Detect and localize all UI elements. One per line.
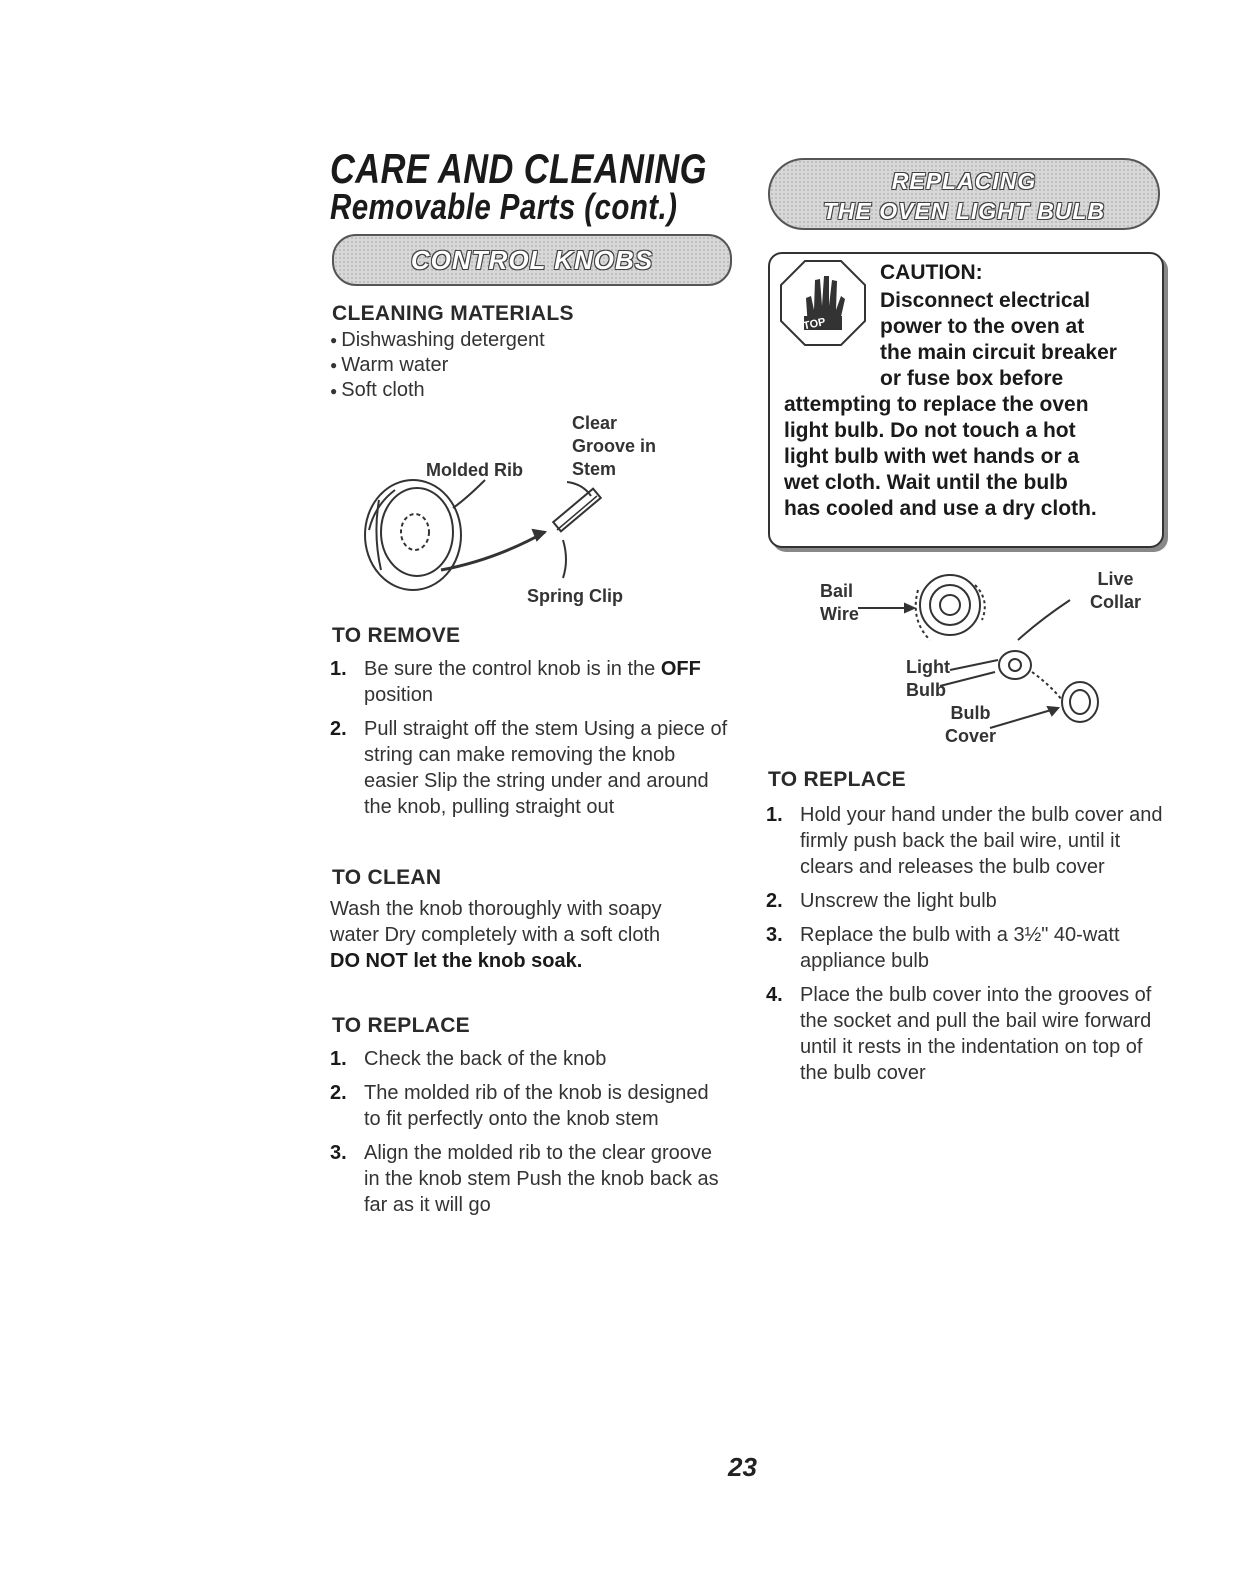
light-bulb-label: Light Bulb [906, 657, 950, 700]
to-clean-heading: TO CLEAN [332, 866, 442, 889]
list-item: 1. Check the back of the knob [330, 1048, 607, 1070]
replace-knob-steps [330, 1046, 730, 1226]
to-replace-bulb-heading: TO REPLACE [768, 768, 906, 791]
to-remove-heading: TO REMOVE [332, 624, 461, 647]
list-item: ● Dishwashing detergent [330, 329, 545, 351]
clean-instructions: Wash the knob thoroughly with soapy water Dry completely with a soft cloth DO NOT let the knob soak. [330, 898, 662, 972]
remove-steps [330, 656, 730, 828]
materials-list [330, 328, 545, 404]
bulb-cover-label: Bulb Cover [945, 703, 997, 746]
caution-title: CAUTION: [880, 261, 983, 284]
live-collar-label: Live Collar [1090, 569, 1142, 612]
to-replace-knob-heading: TO REPLACE [332, 1014, 470, 1037]
replacing-bulb-banner: REPLACING THE OVEN LIGHT BULB [768, 158, 1160, 230]
list-item: 1. Hold your hand under the bulb cover and firmly push back the bail wire, until it clears and releases the bulb cover [766, 804, 1163, 878]
page-title: CARE AND CLEANING [330, 145, 707, 192]
clear-groove-label: Clear Groove in Stem [572, 413, 657, 479]
spring-clip-label: Spring Clip [527, 586, 623, 606]
list-item: 3. Align the molded rib to the clear groove in the knob stem Push the knob back as far as it will go [330, 1142, 719, 1216]
list-item: 2. Unscrew the light bulb [766, 890, 997, 912]
page-number: 23 [728, 1452, 757, 1482]
replace-bulb-steps [766, 802, 1166, 1094]
list-item: 2. The molded rib of the knob is designed to fit perfectly onto the knob stem [330, 1082, 709, 1130]
molded-rib-label: Molded Rib [426, 460, 523, 480]
list-item: ● Soft cloth [330, 379, 425, 402]
list-item: ● Warm water [330, 354, 449, 377]
list-item: 3. Replace the bulb with a 3½" 40-watt appliance bulb [766, 924, 1120, 972]
caution-text-short: Disconnect electrical power to the oven at the main circuit breaker or fuse box before [880, 289, 1117, 390]
list-item: 1. Be sure the control knob is in the OFF position [330, 658, 701, 706]
stop-label: STOP [795, 316, 827, 334]
page-subtitle: Removable Parts (cont.) [330, 186, 678, 227]
stop-hand-icon [778, 258, 868, 348]
list-item: 2. Pull straight off the stem Using a piece of string can make removing the knob easier Slip the string under and around the knob, pulling straight out [330, 718, 728, 818]
caution-text-full: attempting to replace the oven light bulb. Do not touch a hot light bulb with wet hands or a wet cloth. Wait until the bulb has cooled and use a dry cloth. [784, 393, 1097, 520]
cleaning-materials-heading: CLEANING MATERIALS [332, 302, 574, 325]
bail-wire-label: Bail Wire [820, 581, 859, 624]
control-knobs-banner: CONTROL KNOBS [332, 234, 732, 286]
list-item: 4. Place the bulb cover into the grooves of the socket and pull the bail wire forward until it rests in the indentation on top of the bulb cover [766, 984, 1152, 1084]
